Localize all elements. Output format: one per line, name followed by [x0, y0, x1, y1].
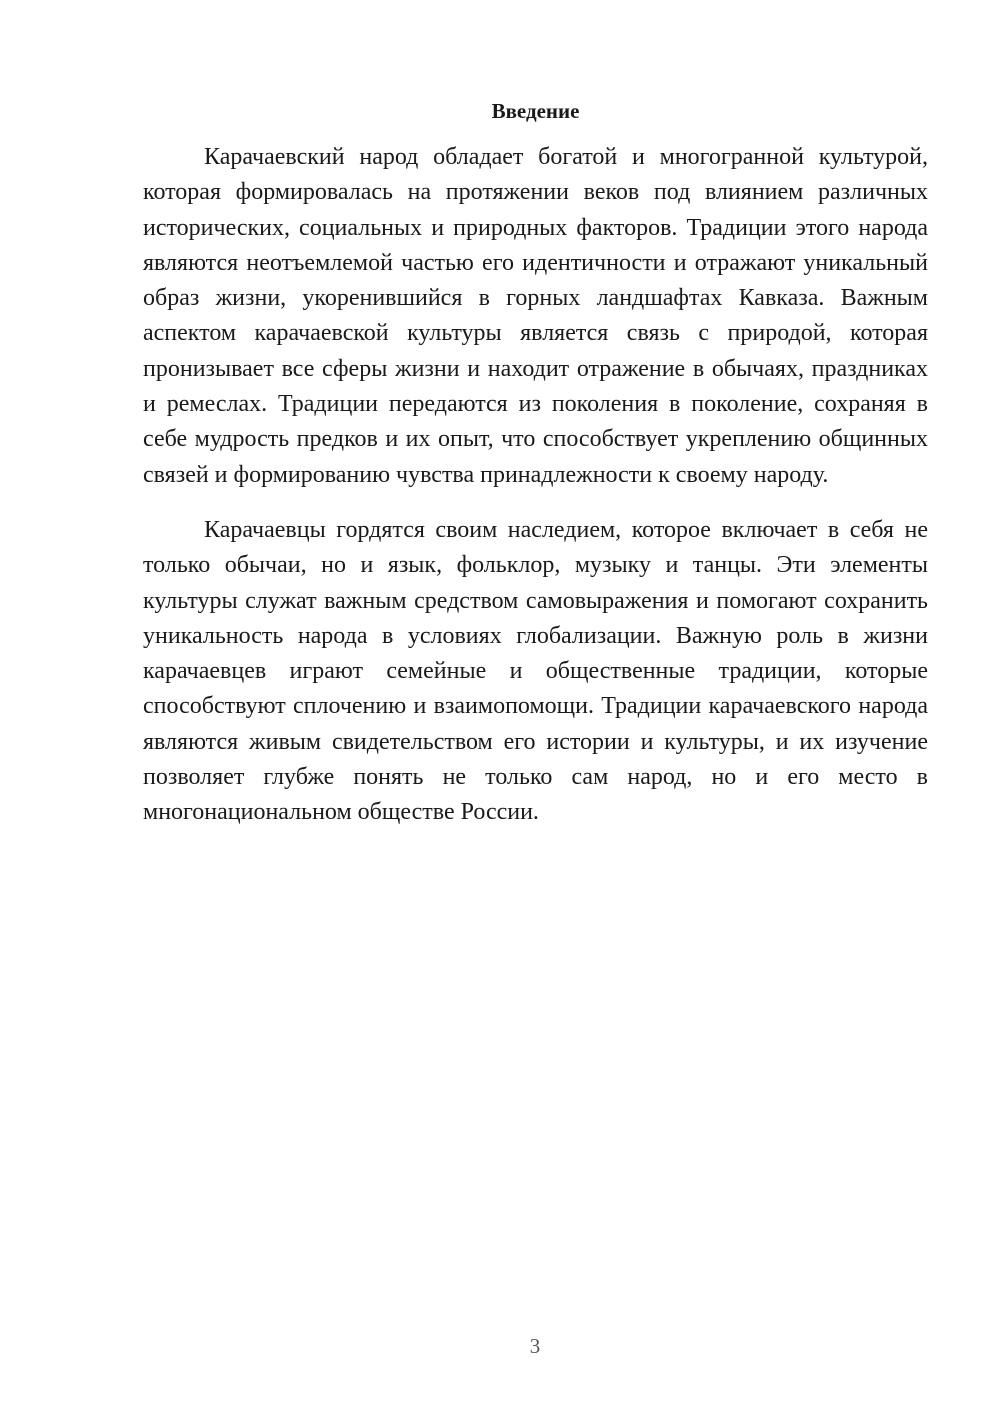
body-text	[143, 140, 928, 831]
paragraph-2: Карачаевцы гордятся своим наследием, которое включает в себя не только обычаи, но и язык, фольклор, музыку и танцы. Эти элементы культуры служат важным средством самовыражения и помогают сохранить уникальность народа в условиях глобализации. Важную роль в жизни карачаевцев играют семейные и общественные традиции, которые способствуют сплочению и взаимопомощи. Традиции карачаевского народа являются живым свидетельством его истории и культуры, и их изучение позволяет глубже понять не только сам народ, но и его место в многонациональном обществе России.	[143, 516, 928, 826]
page-number: 3	[529, 1334, 541, 1358]
section-title: Введение	[491, 99, 580, 123]
paragraph-1: Карачаевский народ обладает богатой и многогранной культурой, которая формировалась на протяжении веков под влиянием различных исторических, социальных и природных факторов. Традиции этого народа являются неотъемлемой частью его идентичности и отражают уникальный образ жизни, укоренившийся в горных ландшафтах Кавказа. Важным аспектом карачаевской культуры является связь с природой, которая пронизывает все сферы жизни и находит отражение в обычаях, праздниках и ремеслах. Традиции передаются из поколения в поколение, сохраняя в себе мудрость предков и их опыт, что способствует укреплению общинных связей и формированию чувства принадлежности к своему народу.	[143, 144, 928, 488]
